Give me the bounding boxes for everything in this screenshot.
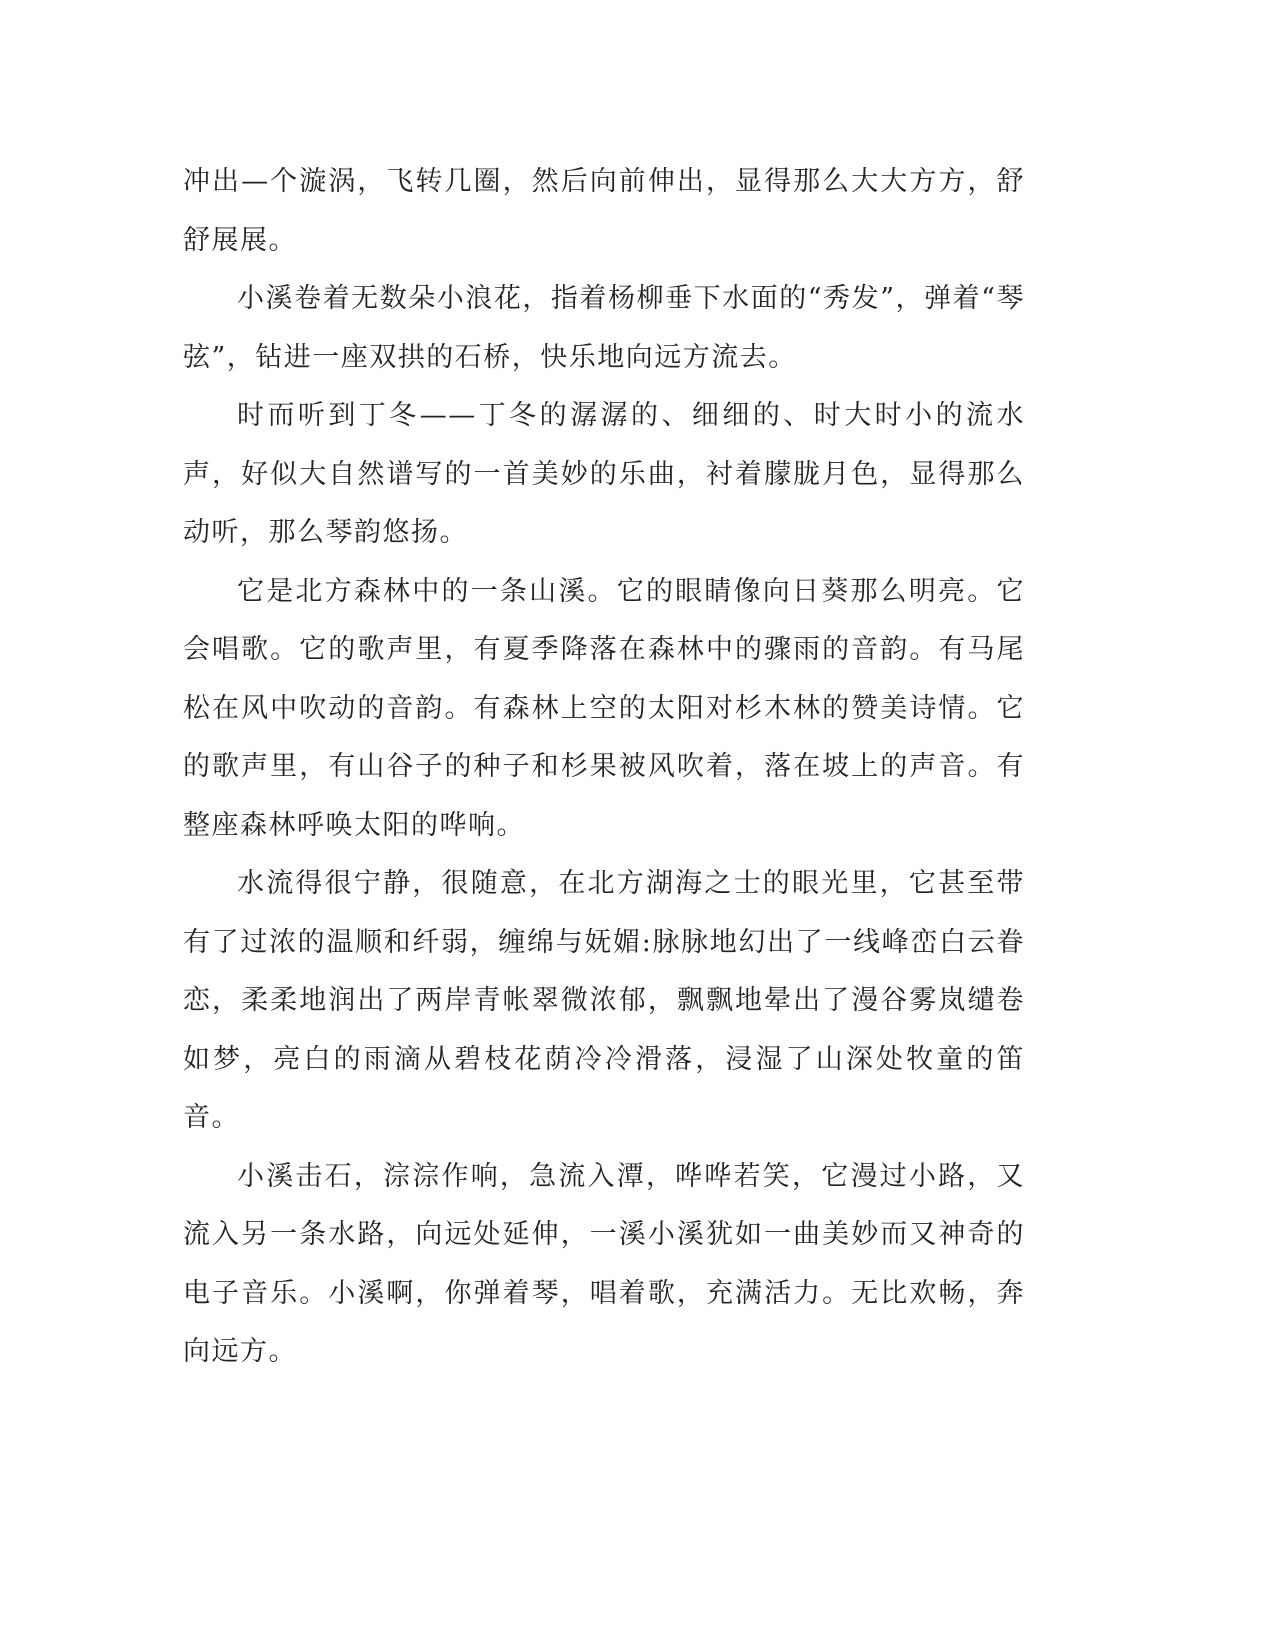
paragraph-2: 小溪卷着无数朵小浪花，指着杨柳垂下水面的“秀发”，弹着“琴弦”，钻进一座双拱的石桥，快乐地向远方流去。 <box>183 283 1025 373</box>
paragraph-4: 它是北方森林中的一条山溪。它的眼睛像向日葵那么明亮。它会唱歌。它的歌声里，有夏季降落在森林中的骤雨的音韵。有马尾松在风中吹动的音韵。有森林上空的太阳对杉木林的赞美诗情。它的歌声里，有山谷子的种子和杉果被风吹着，落在坡上的声音。有整座森林呼唤太阳的哗响。 <box>183 575 1025 841</box>
paragraph-1: 冲出—个漩涡，飞转几圈，然后向前伸出，显得那么大大方方，舒舒展展。 <box>183 166 1025 256</box>
paragraph-3: 时而听到丁冬——丁冬的潺潺的、细细的、时大时小的流水声，好似大自然谱写的一首美妙的乐曲，衬着朦胧月色，显得那么动听，那么琴韵悠扬。 <box>183 400 1025 548</box>
paragraph-6: 小溪击石，淙淙作响，急流入潭，哗哗若笑，它漫过小路，又流入另一条水路，向远处延伸，一溪小溪犹如一曲美妙而又神奇的电子音乐。小溪啊，你弹着琴，唱着歌，充满活力。无比欢畅，奔向远方。 <box>183 1160 1025 1367</box>
document-body <box>183 153 1025 1382</box>
paragraph-5: 水流得很宁静，很随意，在北方湖海之士的眼光里，它甚至带有了过浓的温顺和纤弱，缠绵与妩媚:脉脉地幻出了一线峰峦白云眷恋，柔柔地润出了两岸青帐翠微浓郁，飘飘地晕出了漫谷雾岚缱卷如梦，亮白的雨滴从碧枝花荫冷冷滑落，浸湿了山深处牧童的笛音。 <box>183 868 1025 1133</box>
